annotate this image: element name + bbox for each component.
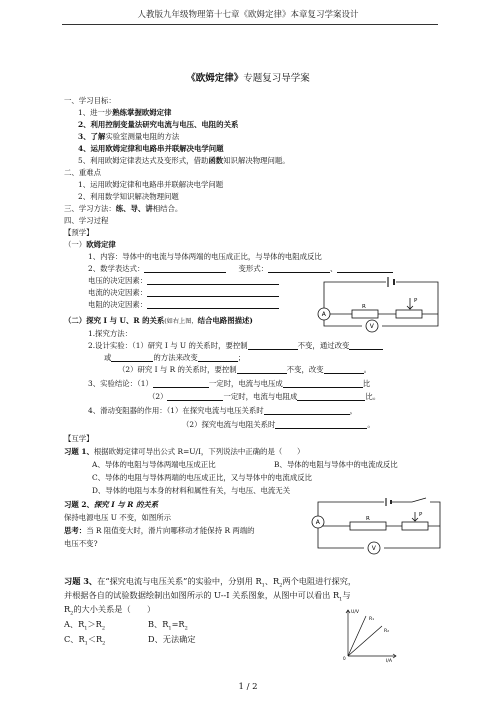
- blank: [167, 392, 223, 401]
- ui-graph: [340, 606, 402, 662]
- voltmeter-label: V: [371, 545, 376, 553]
- goal-1: [78, 108, 171, 117]
- goal-3-bold: 了解: [90, 132, 106, 141]
- variant-label: 变形式：: [238, 264, 269, 273]
- line-r1: [348, 616, 366, 656]
- ammeter-label: A: [321, 311, 326, 319]
- ohm-formula-line: [88, 264, 393, 273]
- goal-2: 2、利用控制变量法研究电流与电压、电阻的关系: [78, 120, 239, 129]
- exercise-3-and: 与: [342, 590, 351, 600]
- label-p: P: [414, 298, 418, 304]
- design-text-3: 的方法来改变: [153, 353, 198, 362]
- title-bold: 《欧姆定律》: [186, 73, 244, 84]
- blank: [111, 353, 153, 362]
- exercise-3-line-3: [64, 604, 155, 619]
- exercise-1-option-a: A、导体的电阻与导体两端电压成正比: [92, 460, 216, 469]
- exercise-3-option-a: [64, 619, 105, 634]
- blank: [153, 379, 209, 388]
- design-text-5: 不变，改变: [286, 365, 324, 374]
- method-end: 相结合。: [152, 204, 183, 213]
- blank: [324, 365, 364, 374]
- rheostat-text-2: （2）探究电流与电阻关系时: [182, 420, 276, 429]
- goal-5-text: 5、利用欧姆定律表达式及变形式，借助: [78, 156, 209, 165]
- sub2-title: 探究 I 与 U、R 的关系: [86, 316, 165, 325]
- exercise-1-option-d: D、导体的电阻与本身的材料和属性有关，与电压、电流无关: [92, 486, 291, 495]
- period: 。: [367, 420, 375, 429]
- graph-xlabel: I/A: [386, 659, 393, 664]
- sub2-note: (如右上图，: [164, 318, 198, 325]
- page-number: 1 / 2: [238, 682, 258, 692]
- page-header: 人教版九年级物理第十七章《欧姆定律》本章复习学案设计: [137, 10, 359, 20]
- design-text-4: （2）研究 I 与 R 的关系时，要控制: [118, 365, 237, 374]
- blank: [349, 341, 383, 350]
- conclusion-num-2: （2）: [148, 392, 168, 401]
- goal-3: [78, 132, 179, 141]
- subscript: 1: [339, 596, 343, 603]
- exercise-3-option-c: [64, 634, 105, 649]
- graph-ylabel: U/V: [351, 610, 360, 615]
- conclusion-text-2: 一定时，电流与电压成: [208, 379, 283, 388]
- method-label: 三、学习方法：: [64, 204, 116, 213]
- subscript: 2: [279, 582, 283, 589]
- sub2-num: （二）: [64, 316, 87, 325]
- title-rest: 专题复习导学案: [243, 73, 310, 84]
- conclusion-end: 比: [362, 379, 371, 388]
- blank: [248, 341, 298, 350]
- goal-1-bold: 熟练掌握欧姆定律: [112, 108, 172, 117]
- rheostat-role-1: [88, 406, 357, 415]
- blank: [147, 300, 279, 309]
- subscript: 1: [84, 625, 88, 632]
- period: 。: [363, 365, 372, 374]
- label-p: P: [419, 512, 423, 518]
- sub2-note-bold: 结合电路图描述): [197, 316, 253, 325]
- subscript: 1: [84, 640, 88, 647]
- subscript: 1: [168, 625, 172, 632]
- opt-b-rel: =R: [171, 619, 185, 629]
- voltage-factor: [88, 276, 279, 285]
- exercise-3-text-3: 两个电阻进行探究，: [282, 576, 357, 586]
- goal-3-text: 实验室测量电阻的方法: [105, 132, 180, 141]
- blank: [147, 276, 279, 285]
- preview-sub2: [64, 316, 253, 326]
- key-2: 2、利用数学知识解决物理问题: [78, 192, 179, 201]
- rheostat-role-2: [182, 420, 375, 429]
- header-rule: [62, 24, 438, 25]
- blank: [275, 420, 367, 429]
- method-bold: 练、导、讲: [115, 204, 153, 213]
- exercise-3-text: 在“探究电流与电压关系”的实验中，分别用 R: [97, 576, 262, 586]
- exercise-1-text: 根据欧姆定律可导出公式 R=U/I，下列说法中正确的是（ ）: [93, 447, 305, 456]
- exercise-3-line-2: [64, 590, 351, 605]
- conclusion-text: 3、实验结论：（1）: [88, 379, 153, 388]
- label-r: R: [362, 304, 366, 310]
- design-line-3: [118, 365, 371, 374]
- sub1-title: 欧姆定律: [86, 240, 116, 249]
- exercise-1-option-c: C、导体的电阻与导体两端的电压成正比，又与导体中的电流成反比: [92, 473, 312, 482]
- subscript: 2: [101, 625, 105, 632]
- exercise-3-option-d: D、无法确定: [148, 634, 196, 644]
- graph-r1-label: R₁: [369, 617, 375, 622]
- goal-5-bold: 函数: [208, 156, 224, 165]
- design-line-1: [88, 341, 383, 350]
- blank: [283, 379, 363, 388]
- opt-c-r: C、R: [64, 634, 85, 644]
- exercise-3-r: R: [64, 604, 71, 614]
- blank: [297, 392, 365, 401]
- think-text: 当 R 阻值变大时，滑片向哪移动才能保持 R 两端的: [86, 526, 255, 535]
- line-r2: [348, 626, 382, 656]
- exercise-3-label: 习题 3、: [64, 576, 98, 586]
- formula-label: 2、数学表达式：: [88, 264, 145, 273]
- ohm-content: 1、内容：导体中的电流与导体两端的电压成正比，与导体的电阻成反比: [88, 252, 322, 261]
- rheostat-text: 4、滑动变阻器的作用：（1）在探究电流与电压关系时: [88, 406, 264, 415]
- resistance-factor-label: 电阻的决定因素：: [88, 300, 148, 309]
- blank: [337, 264, 393, 273]
- goal-5: [78, 156, 290, 165]
- opt-a-rel: ＞R: [87, 619, 102, 629]
- subscript: 1: [261, 582, 265, 589]
- goal-5-text-end: 知识解决物理问题。: [223, 156, 290, 165]
- exercise-3-text-5: 的大小关系是（ ）: [73, 604, 156, 614]
- key-1: 1、运用欧姆定律和电路串并联解决电学问题: [78, 180, 224, 189]
- blank: [144, 264, 226, 273]
- exercise-2-topic: 探究 I 与 R 的关系: [93, 500, 159, 509]
- blank: [237, 365, 287, 374]
- exercise-1-option-b: B、导体的电阻与导体中的电流成反比: [274, 460, 398, 469]
- exercise-2-think: [64, 526, 255, 535]
- goal-4: 4、运用欧姆定律和电路串并联解决电学问题: [78, 144, 224, 153]
- section-method: [64, 204, 182, 213]
- opt-b-r: B、R: [148, 619, 169, 629]
- exercise-3-text-4: 并根据各自的试验数据绘制出如图所示的 U--I 关系图象，从图中可以看出 R: [64, 590, 340, 600]
- design-semicolon: ；: [237, 353, 246, 362]
- think-label: 思考：: [64, 526, 87, 535]
- design-or: 或: [104, 353, 112, 362]
- current-factor: [88, 288, 279, 297]
- preview-sub1: [64, 240, 116, 249]
- voltmeter-label: V: [369, 323, 374, 331]
- design-line-2: [104, 353, 245, 362]
- exercise-3-option-b: [148, 619, 188, 634]
- goal-1-text: 1、进一步: [78, 108, 113, 117]
- section-goals-heading: 一、学习目标：: [64, 96, 116, 105]
- blank: [268, 264, 330, 273]
- exercise-1-label: 习题 1、: [64, 447, 94, 456]
- section-process-heading: 四、学习过程: [64, 216, 109, 225]
- comma: ，: [349, 406, 358, 415]
- exercise-2-condition: 保持电源电压 U 不变，如图所示: [64, 513, 172, 522]
- exercise-1-stem: [64, 447, 304, 456]
- voltage-factor-label: 电压的决定因素：: [88, 276, 148, 285]
- conclusion-text-3: 一定时，电流与电阻成: [223, 392, 298, 401]
- exercise-3-text-2: 、R: [264, 576, 280, 586]
- resistance-factor: [88, 300, 279, 309]
- graph-origin: 0: [343, 656, 346, 661]
- blank: [264, 406, 350, 415]
- document-title: [0, 70, 496, 84]
- graph-r2-label: R₂: [384, 629, 390, 634]
- label-r: R: [366, 516, 370, 522]
- circuit-diagram-2: [302, 498, 452, 560]
- explore-method: 1.探究方法：: [88, 329, 133, 338]
- opt-c-rel: ＜R: [87, 634, 103, 644]
- blank: [198, 353, 238, 362]
- blank: [147, 288, 279, 297]
- circuit-diagram-1: [310, 276, 450, 336]
- conclusion-1: [88, 379, 370, 388]
- subscript: 2: [184, 625, 188, 632]
- mutual-label: 【互学】: [64, 434, 94, 443]
- sep: 、: [330, 264, 338, 273]
- design-text: 2.设计实验：（1）研究 I 与 U 的关系时，要控制: [88, 341, 248, 350]
- section-key-heading: 二、重难点: [64, 168, 101, 177]
- conclusion-2: [148, 392, 380, 401]
- opt-a-r: A、R: [64, 619, 85, 629]
- ammeter-label: A: [315, 519, 320, 527]
- subscript: 2: [70, 610, 74, 617]
- exercise-3-line-1: [64, 576, 356, 591]
- exercise-2-title: [64, 500, 158, 509]
- current-factor-label: 电流的决定因素：: [88, 288, 148, 297]
- conclusion-end-2: 比。: [365, 392, 381, 401]
- exercise-2-label: 习题 2、: [64, 500, 94, 509]
- preview-label: 【预学】: [64, 228, 94, 237]
- subscript: 2: [102, 640, 106, 647]
- exercise-2-think-cont: 电压不变?: [64, 539, 98, 548]
- design-text-2: 不变，通过改变: [297, 341, 350, 350]
- goal-3-num: 3、: [78, 132, 91, 141]
- sub1-num: （一）: [64, 240, 87, 249]
